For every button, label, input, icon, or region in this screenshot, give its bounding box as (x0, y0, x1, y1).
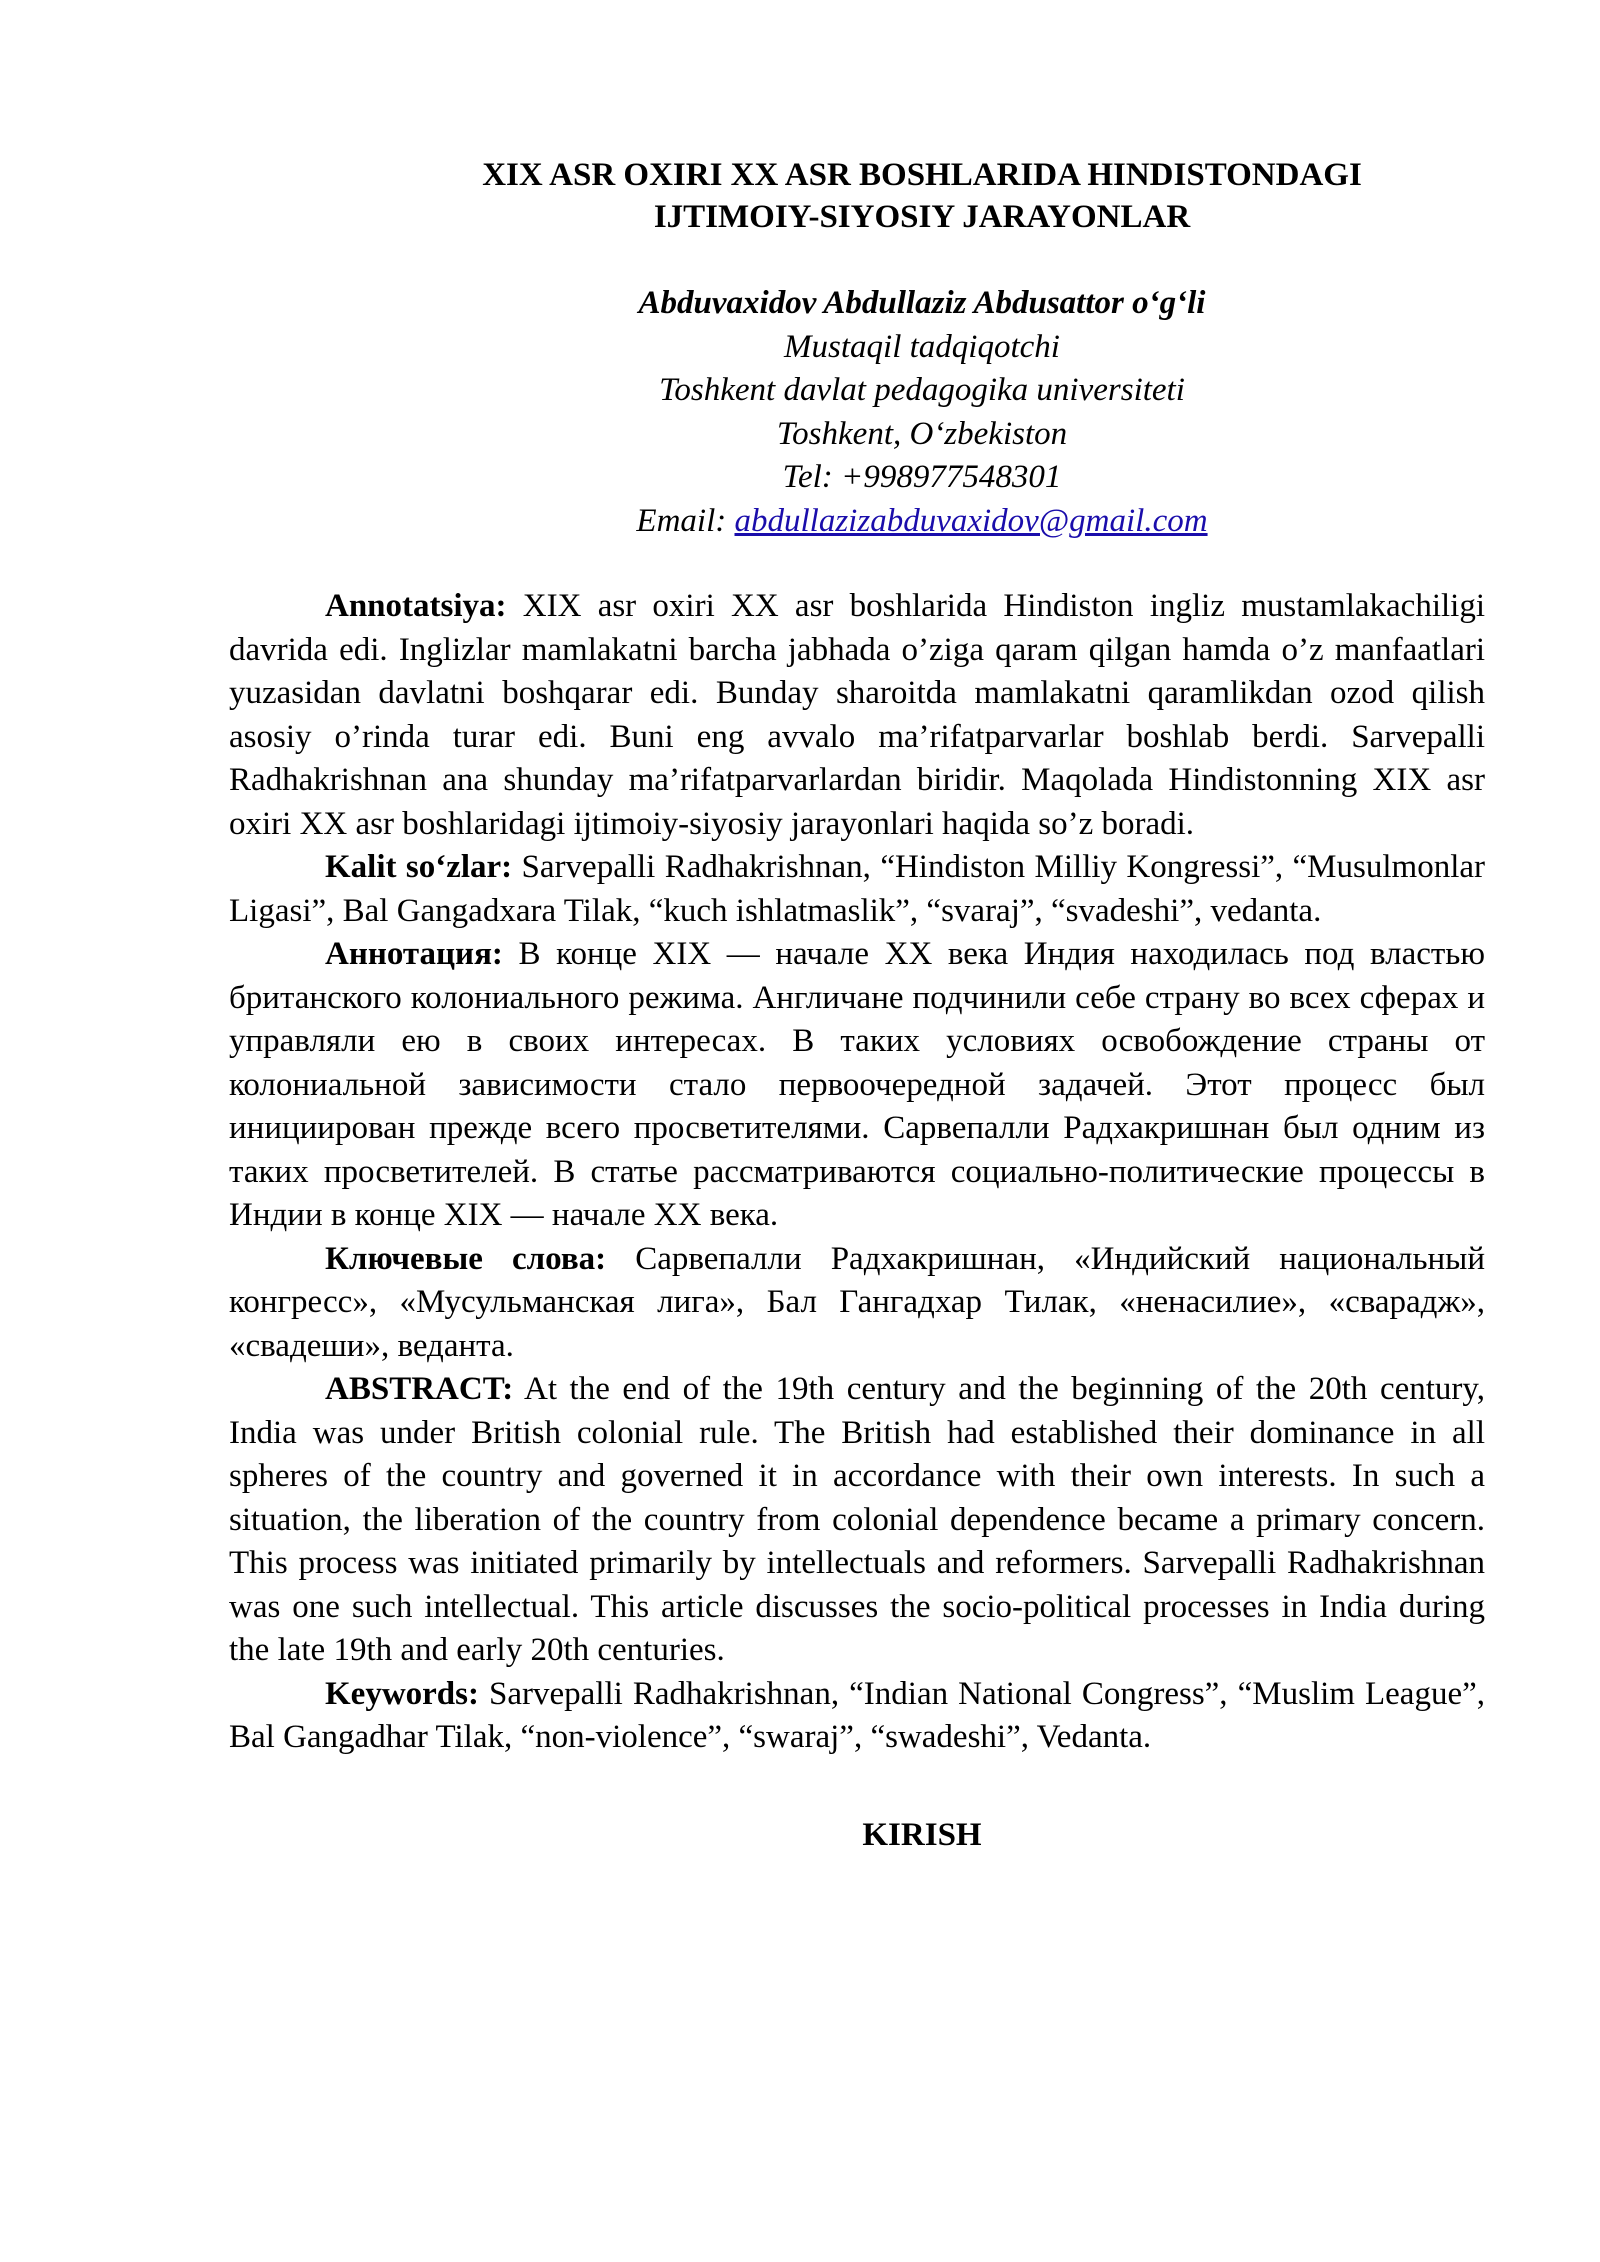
keywords-ru-text: Сарвепалли Радхакришнан, «Индийский национальный конгресс», «Мусульманская лига», Бал Гангадхар Тилак, «ненасилие», «сварадж», «свадеши», веданта. (229, 1240, 1486, 1364)
author-phone: Tel: +998977548301 (782, 459, 1062, 495)
author-university: Toshkent davlat pedagogika universiteti (659, 372, 1185, 408)
abstract-ru-text: В конце XIX — начале XX века Индия находилась под властью британского колониального режима. Англичане подчинили себе страну во всех сферах и управляли ею в своих интересах. В таких условиях освобождение страны от колониальной зависимости стало первоочередной задачей. Этот процесс был инициирован прежде всего просветителями. Сарвепалли Радхакришнан был одним из таких просветителей. В статье рассматриваются социально-политические процессы в Индии в конце XIX — начале XX века. (229, 936, 1485, 1233)
keywords-uz-text: Sarvepalli Radhakrishnan, “Hindiston Milliy Kongressi”, “Musulmonlar Ligasi”, Bal Gangadxara Tilak, “kuch ishlatmaslik”, “svaraj”, “svadeshi”, vedanta. (229, 849, 1485, 929)
author-location: Toshkent, O‘zbekiston (776, 415, 1068, 452)
abstract-ru (229, 933, 1485, 1238)
keywords-ru (229, 1238, 1485, 1369)
keywords-uz-label: Kalit so‘zlar: (325, 849, 513, 885)
author-position: Mustaqil tadqiqotchi (784, 328, 1060, 365)
paper-body (229, 585, 1485, 1760)
abstract-en-text: At the end of the 19th century and the beginning of the 20th century, India was under British colonial rule. The British had established their dominance in all spheres of the country and governed it in accordance with their own interests. In such a situation, the liberation of the country from colonial dependence became a primary concern. This process was initiated primarily by intellectuals and reformers. Sarvepalli Radhakrishnan was one such intellectual. This article discusses the socio-political processes in India during the late 19th and early 20th centuries. (229, 1371, 1485, 1668)
abstract-uz-text: XIX asr oxiri XX asr boshlarida Hindiston ingliz mustamlakachiligi davrida edi. Inglizlar mamlakatni barcha jabhada o’ziga qaram qilgan hamda o’z manfaatlari yuzasidan davlatni boshqarar edi. Bunday sharoitda mamlakatni qaramlikdan ozod qilish asosiy o’rinda turar edi. Buni eng avvalo ma’rifatparvarlar boshlab berdi. Sarvepalli Radhakrishnan ana shunday ma’rifatparvarlardan biridir. Maqolada Hindistonning XIX asr oxiri XX asr boshlaridagi ijtimoiy-siyosiy jarayonlari haqida so’z boradi. (229, 588, 1485, 842)
paper-title (359, 154, 1485, 238)
keywords-ru-label: Ключевые слова: (325, 1240, 607, 1277)
abstract-en (229, 1368, 1485, 1673)
email-label: Email: (636, 502, 735, 539)
paper-page (229, 140, 1485, 1857)
author-block (359, 282, 1485, 543)
section-heading-introduction: KIRISH (862, 1816, 982, 1853)
title-line-2: IJTIMOIY-SIYOSIY JARAYONLAR (653, 199, 1191, 235)
keywords-en (229, 1673, 1485, 1760)
abstract-uz-label: Annotatsiya: (325, 588, 507, 624)
author-name: Abduvaxidov Abdullaziz Abdusattor o‘g‘li (638, 285, 1206, 321)
keywords-en-text: Sarvepalli Radhakrishnan, “Indian National Congress”, “Muslim League”, Bal Gangadhar Tilak, “non-violence”, “swaraj”, “swadeshi”, Vedanta. (229, 1675, 1485, 1755)
abstract-uz (229, 585, 1485, 846)
author-email-line (359, 500, 1485, 544)
keywords-uz (229, 846, 1485, 933)
abstract-en-label: ABSTRACT: (325, 1371, 514, 1407)
abstract-ru-label: Аннотация: (325, 936, 503, 972)
title-line-1: XIX ASR OXIRI XX ASR BOSHLARIDA HINDISTONDAGI (482, 157, 1362, 193)
email-link[interactable]: abdullazizabduvaxidov@gmail.com (734, 502, 1208, 539)
keywords-en-label: Keywords: (325, 1675, 479, 1712)
